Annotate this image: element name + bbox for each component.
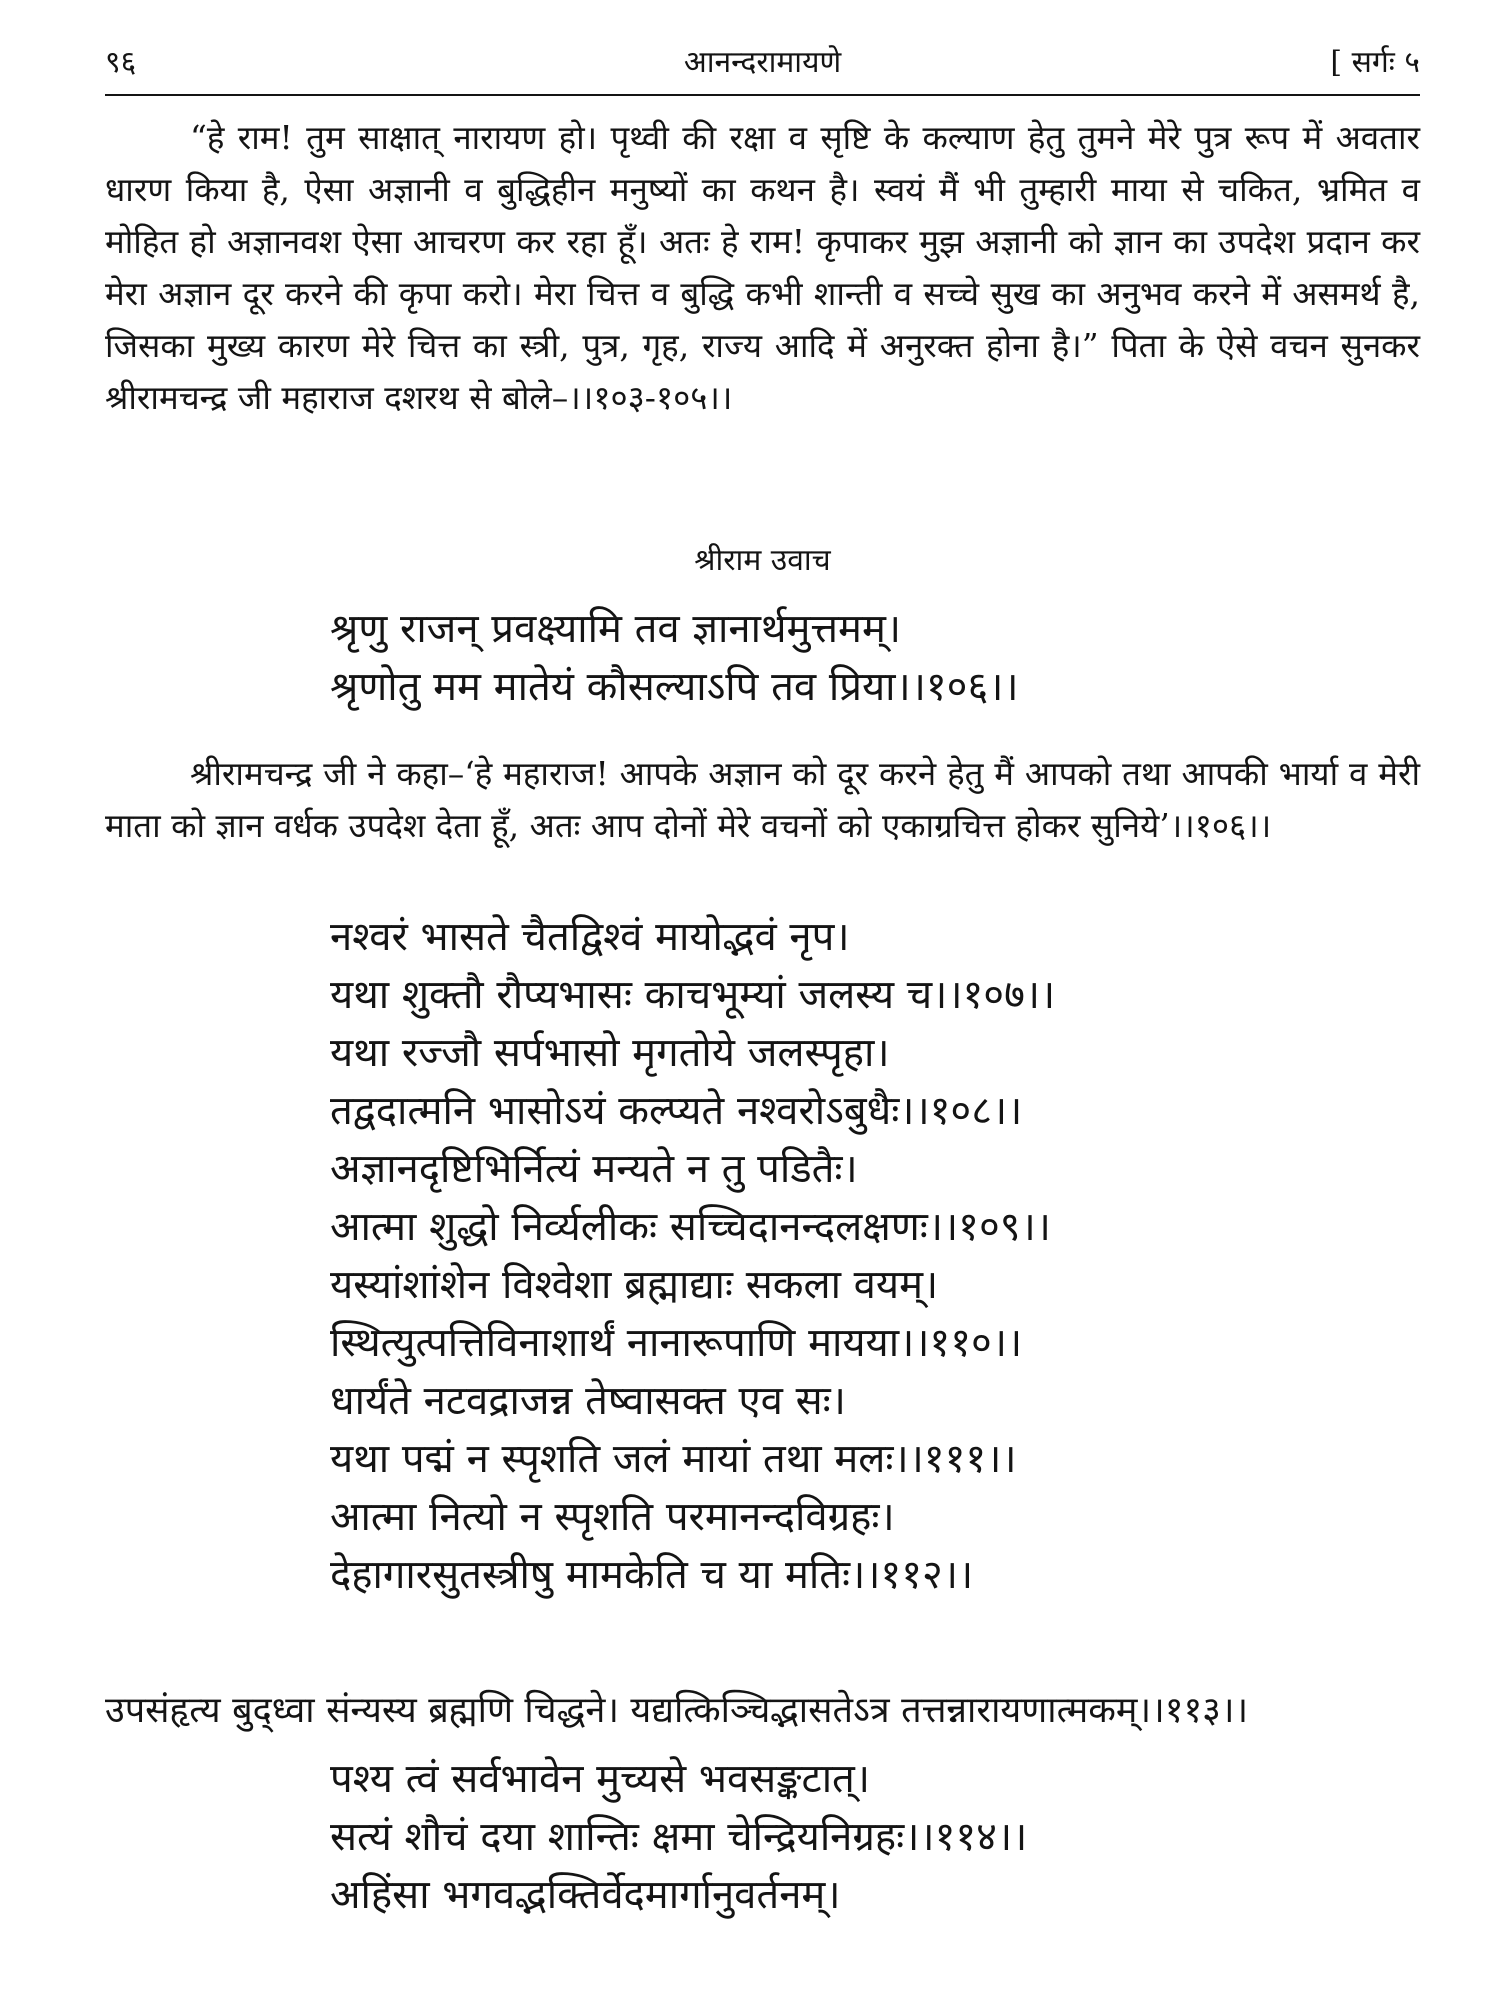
verse-block-3	[105, 1682, 1248, 1740]
running-title: आनन्दरामायणे	[683, 45, 842, 80]
verse-line: अज्ञानदृष्टिभिर्नित्यं मन्यते न तु पडितैः।	[330, 1146, 858, 1192]
verse-line: यथा पद्मं न स्पृशति जलं मायां तथा मलः।।१११।।	[330, 1436, 1017, 1482]
verse-line: धार्यंते नटवद्राजन्न तेष्वासक्त एव सः।	[330, 1378, 846, 1424]
verse-line: सत्यं शौचं दया शान्तिः क्षमा चेन्द्रियनिग्रहः।।११४।।	[330, 1814, 1028, 1860]
verse-line: श्रृणु राजन् प्रवक्ष्यामि तव ज्ञानार्थमुत्तमम्।	[330, 606, 902, 652]
verse-block-1	[330, 600, 1019, 716]
canto-label: [ सर्गः ५	[1330, 45, 1420, 80]
verse-line: आत्मा नित्यो न स्पृशति परमानन्दविग्रहः।	[330, 1494, 895, 1540]
verse-line: नश्वरं भासते चैतद्विश्वं मायोद्भवं नृप।	[330, 914, 850, 960]
verse-block-4	[330, 1750, 1027, 1924]
verse-line: अहिंसा भगवद्भक्तिर्वेदमार्गानुवर्तनम्।	[330, 1872, 841, 1918]
verse-block-2	[330, 908, 1055, 1604]
verse-line: उपसंहृत्य बुद्ध्वा संन्यस्य ब्रह्मणि चिद्धने। यद्यत्किञ्चिद्भासतेऽत्र तत्तन्नारायणात्मकम्।।११३।।	[105, 1690, 1249, 1731]
verse-line: आत्मा शुद्धो निर्व्यलीकः सच्चिदानन्दलक्षणः।।१०९।।	[330, 1204, 1051, 1250]
verse-line: यथा रज्जौ सर्पभासो मृगतोये जलस्पृहा।	[330, 1030, 890, 1076]
page-header	[105, 38, 1420, 88]
verse-line: तद्वदात्मनि भासोऽयं कल्प्यते नश्वरोऽबुधैः।।१०८।।	[330, 1088, 1023, 1134]
verse-line: श्रृणोतु मम मातेयं कौसल्याऽपि तव प्रिया।।१०६।।	[330, 664, 1019, 710]
prose-paragraph-1: “हे राम! तुम साक्षात् नारायण हो। पृथ्वी की रक्षा व सृष्टि के कल्याण हेतु तुमने मेरे पुत्र रूप में अवतार धारण किया है, ऐसा अज्ञानी व बुद्धिहीन मनुष्यों का कथन है। स्वयं मैं भी तुम्हारी माया से चकित, भ्रमित व मोहित हो अज्ञानवश ऐसा आचरण कर रहा हूँ। अतः हे राम! कृपाकर मुझ अज्ञानी को ज्ञान का उपदेश प्रदान कर मेरा अज्ञान दूर करने की कृपा करो। मेरा चित्त व बुद्धि कभी शान्ती व सच्चे सुख का अनुभव करने में असमर्थ है, जिसका मुख्य कारण मेरे चित्त का स्त्री, पुत्र, गृह, राज्य आदि में अनुरक्त होना है।” पिता के ऐसे वचन सुनकर श्रीरामचन्द्र जी महाराज दशरथ से बोले–।।१०३-१०५।।	[105, 118, 1420, 417]
verse-line: पश्य त्वं सर्वभावेन मुच्यसे भवसङ्कटात्।	[330, 1756, 871, 1802]
speaker-heading: श्रीराम उवाच	[694, 543, 831, 578]
verse-line: देहागारसुतस्त्रीषु मामकेति च या मतिः।।११२।।	[330, 1552, 974, 1598]
header-rule	[105, 94, 1420, 96]
verse-line: स्थित्युत्पत्तिविनाशार्थं नानारूपाणि मायया।।११०।।	[330, 1320, 1023, 1366]
prose-paragraph-2: श्रीरामचन्द्र जी ने कहा–‘हे महाराज! आपके अज्ञान को दूर करने हेतु मैं आपको तथा आपकी भार्या व मेरी माता को ज्ञान वर्धक उपदेश देता हूँ, अतः आप दोनों मेरे वचनों को एकाग्रचित्त होकर सुनिये’।।१०६।।	[105, 754, 1420, 845]
verse-line: यथा शुक्तौ रौप्यभासः काचभूम्यां जलस्य च।।१०७।।	[330, 972, 1056, 1018]
page-number: ९६	[105, 45, 137, 80]
verse-line: यस्यांशांशेन विश्वेशा ब्रह्माद्याः सकला वयम्।	[330, 1262, 939, 1308]
